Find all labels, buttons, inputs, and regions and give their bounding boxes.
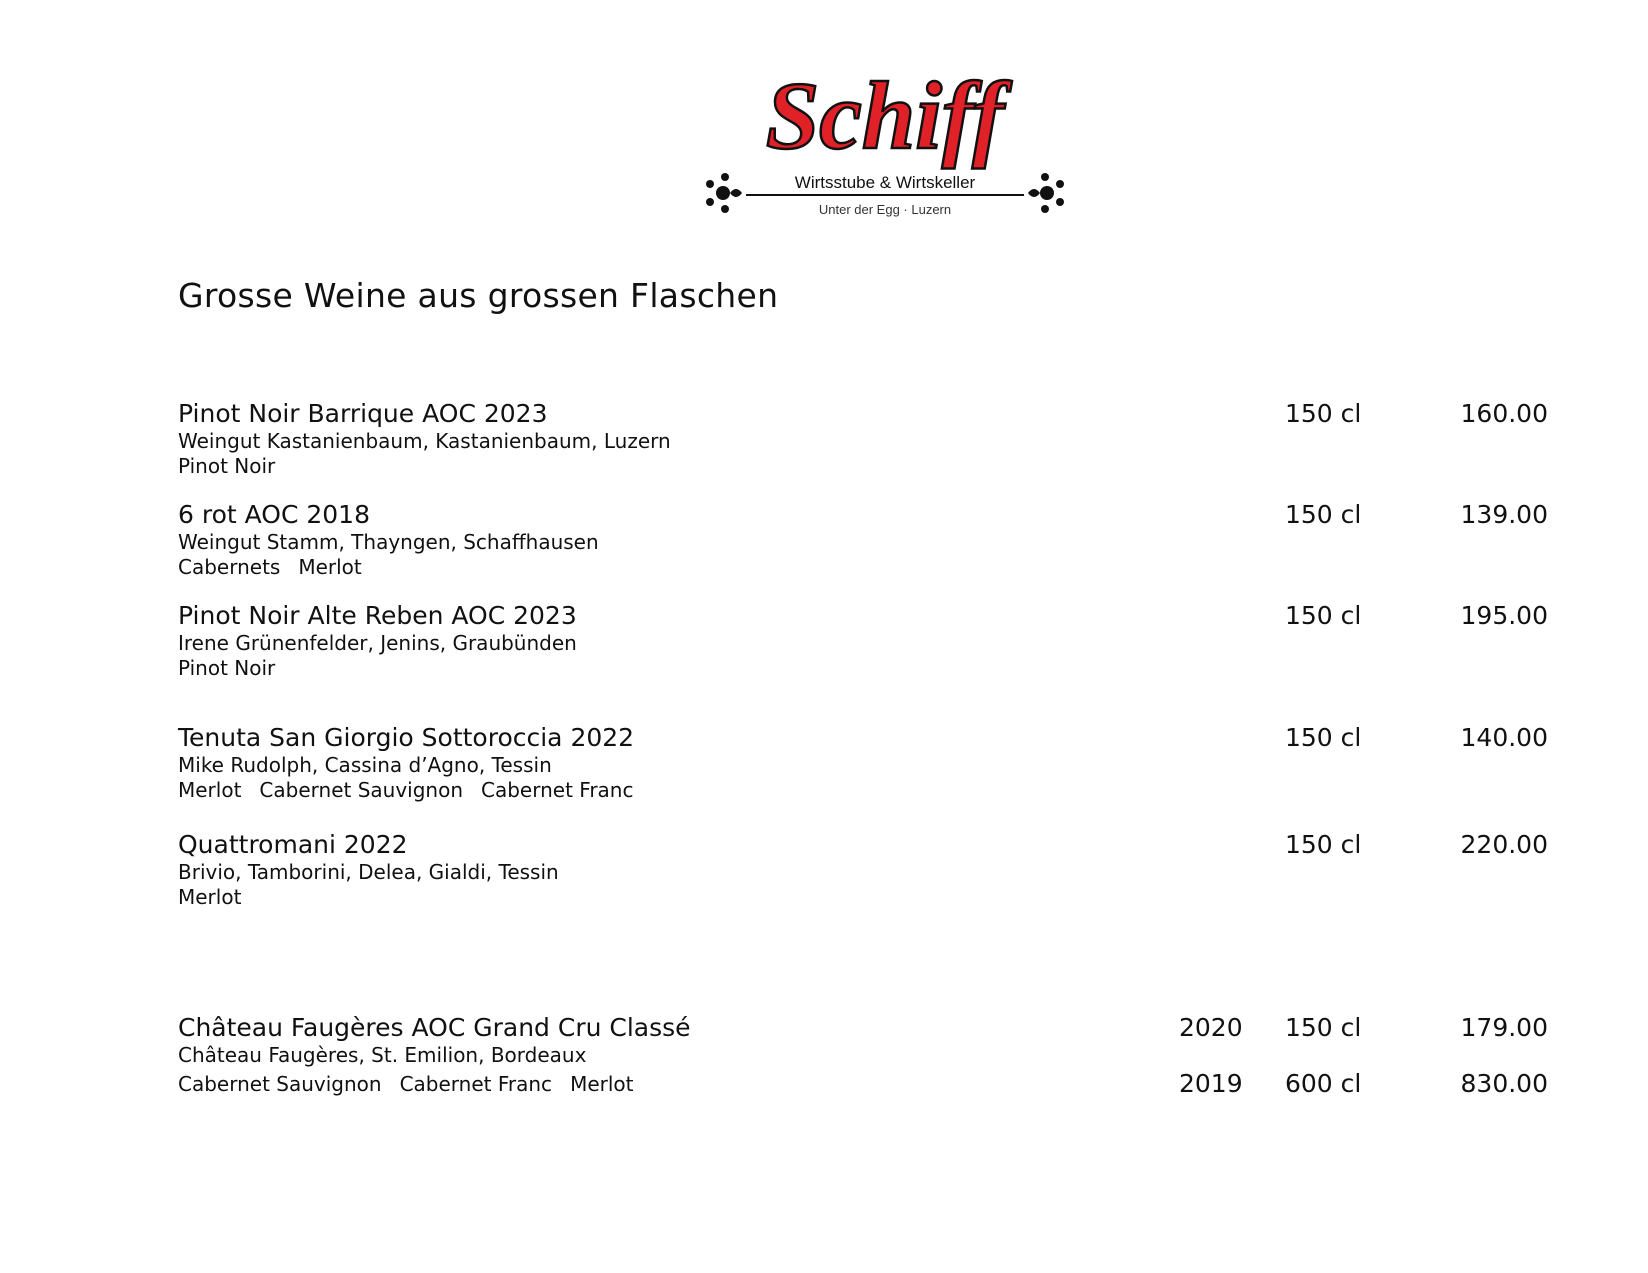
schiff-logo-graphic [700,64,1070,234]
offer-row [178,1069,1548,1099]
grape: Pinot Noir [178,656,276,680]
wine-grapes [178,555,1548,580]
left-ornament-icon [706,173,742,213]
offer-row [178,601,1548,631]
offer-row [178,830,1548,860]
grape: Merlot [178,885,242,909]
offer-row [178,500,1548,530]
wine-grapes [178,778,1548,803]
logo-tagline: Wirtsstube & Wirtskeller [794,173,976,192]
vintage: 2019 [1179,1069,1243,1098]
bottle-size: 600 cl [1285,1069,1362,1098]
bottle-size: 150 cl [1285,500,1362,529]
price: 179.00 [1460,1013,1548,1042]
offer-row [178,723,1548,753]
grape: Cabernet Franc [399,1072,553,1096]
grape: Merlot [298,555,362,579]
price: 139.00 [1460,500,1548,529]
wine-producer: Mike Rudolph, Cassina d’Agno, Tessin [178,753,552,777]
price: 140.00 [1460,723,1548,752]
price: 195.00 [1460,601,1548,630]
wine-name: Quattromani 2022 [178,830,408,859]
vintage: 2020 [1179,1013,1243,1042]
wine-producer: Irene Grünenfelder, Jenins, Graubünden [178,631,577,655]
logo-wordmark: Schiff [765,64,1005,169]
right-ornament-icon [1028,173,1064,213]
logo-location: Unter der Egg · Luzern [818,202,952,217]
wine-grapes [178,885,1548,910]
grape: Merlot [178,778,242,802]
wine-name: Pinot Noir Barrique AOC 2023 [178,399,548,428]
grape: Pinot Noir [178,454,276,478]
bottle-size: 150 cl [1285,399,1362,428]
price: 160.00 [1460,399,1548,428]
wine-name: 6 rot AOC 2018 [178,500,370,529]
offer-row [178,399,1548,429]
wine-producer: Weingut Stamm, Thayngen, Schaffhausen [178,530,599,554]
wine-entry [178,723,1548,803]
wine-entry [178,500,1548,580]
wine-producer: Weingut Kastanienbaum, Kastanienbaum, Luzern [178,429,671,453]
wine-name: Château Faugères AOC Grand Cru Classé [178,1013,691,1042]
grape: Cabernet Sauvignon [259,778,463,802]
price: 830.00 [1460,1069,1548,1098]
bottle-size: 150 cl [1285,830,1362,859]
wine-producer: Brivio, Tamborini, Delea, Gialdi, Tessin [178,860,559,884]
bottle-size: 150 cl [1285,723,1362,752]
offer-row [178,1013,1548,1043]
wine-name: Pinot Noir Alte Reben AOC 2023 [178,601,577,630]
wine-entry [178,399,1548,479]
grape: Cabernet Sauvignon [178,1072,382,1096]
bottle-size: 150 cl [1285,1013,1362,1042]
grape: Cabernets [178,555,281,579]
bottle-size: 150 cl [1285,601,1362,630]
grape: Cabernet Franc [481,778,634,802]
price: 220.00 [1460,830,1548,859]
grape: Merlot [570,1072,634,1096]
page-title: Grosse Weine aus grossen Flaschen [178,276,779,315]
wine-entry [178,601,1548,681]
wine-entry [178,1013,1548,1097]
wine-grapes [178,454,1548,479]
wine-name: Tenuta San Giorgio Sottoroccia 2022 [178,723,635,752]
wine-entry [178,830,1548,910]
wine-grapes [178,656,1548,681]
wine-producer: Château Faugères, St. Emilion, Bordeaux [178,1043,587,1067]
logo [700,64,1070,234]
